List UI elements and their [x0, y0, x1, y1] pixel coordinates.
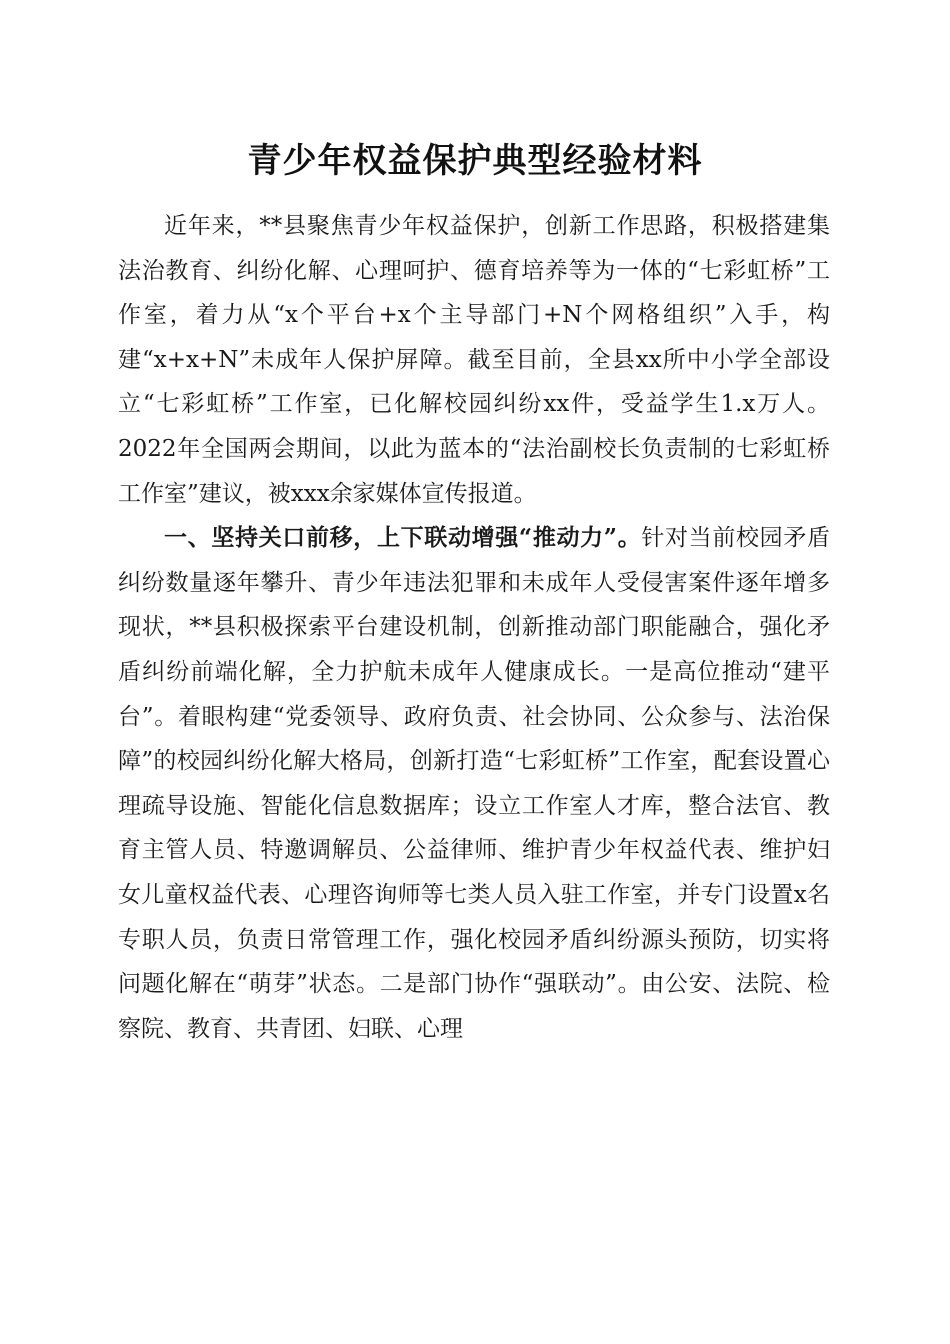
section-1-paragraph — [118, 516, 830, 1051]
document-title: 青少年权益保护典型经验材料 — [247, 141, 703, 181]
section-1-body: 针对当前校园矛盾纠纷数量逐年攀升、青少年违法犯罪和未成年人受侵害案件逐年增多现状，**县积极探索平台建设机制，创新推动部门职能融合，强化矛盾纠纷前端化解，全力护航未成年人健康成长。一是高位推动“建平台”。着眼构建“党委领导、政府负责、社会协同、公众参与、法治保障”的校园纠纷化解大格局，创新打造“七彩虹桥”工作室，配套设置心理疏导设施、智能化信息数据库；设立工作室人才库，整合法官、教育主管人员、特邀调解员、公益律师、维护青少年权益代表、维护妇女儿童权益代表、心理咨询师等七类人员入驻工作室，并专门设置x名专职人员，负责日常管理工作，强化校园矛盾纠纷源头预防，切实将问题化解在“萌芽”状态。二是部门协作“强联动”。由公安、法院、检察院、教育、共青团、妇联、心理 — [118, 525, 830, 1042]
intro-paragraph: 近年来，**县聚焦青少年权益保护，创新工作思路，积极搭建集法治教育、纠纷化解、心理呵护、德育培养等为一体的“七彩虹桥”工作室，着力从“x个平台+x个主导部门+N个网格组织”入手，构建“x+x+N”未成年人保护屏障。截至目前，全县xx所中小学全部设立“七彩虹桥”工作室，已化解校园纠纷xx件，受益学生1.x万人。2022年全国两会期间，以此为蓝本的“法治副校长负责制的七彩虹桥工作室”建议，被xxx余家媒体宣传报道。 — [118, 213, 830, 507]
section-1-heading: 一、坚持关口前移，上下联动增强“推动力”。 — [164, 524, 642, 552]
document-body — [118, 204, 830, 1051]
